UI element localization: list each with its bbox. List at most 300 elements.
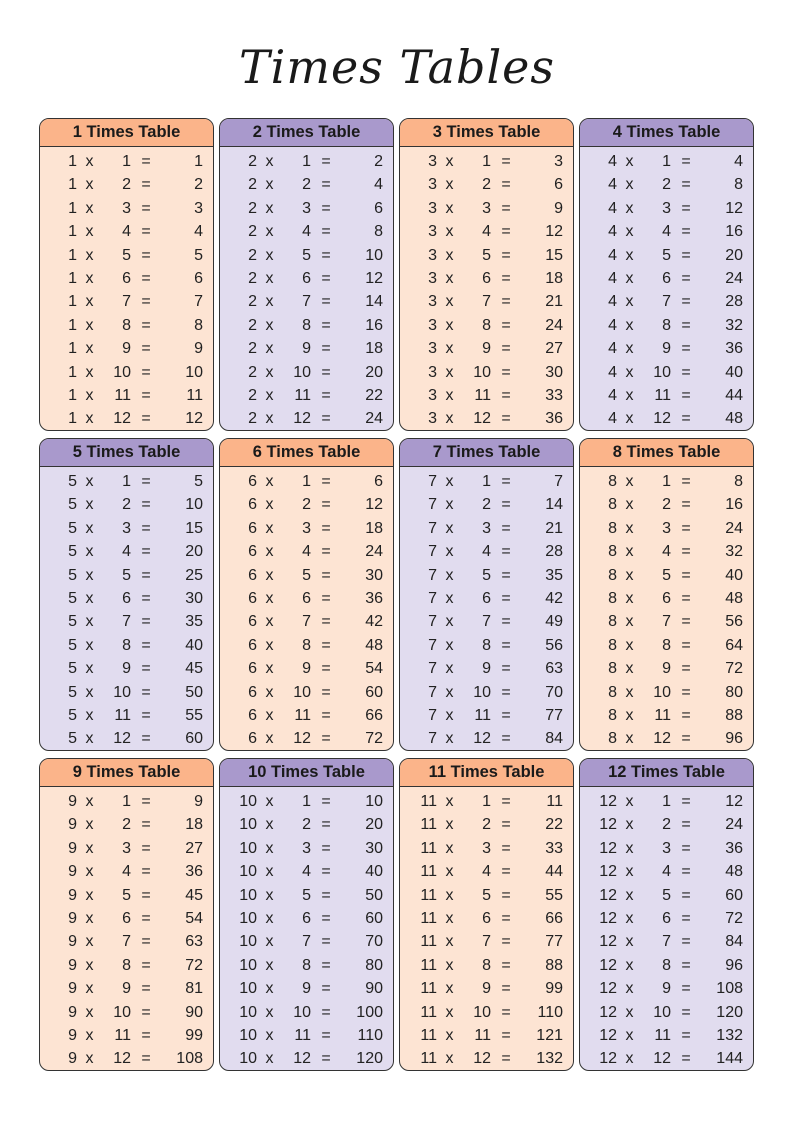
multiplicand: 6 (248, 589, 257, 607)
equals-sign: = (141, 153, 151, 170)
times-sign: x (85, 269, 94, 287)
times-sign: x (445, 660, 454, 678)
times-sign: x (445, 340, 454, 358)
equals-sign: = (681, 816, 691, 834)
multiplier: 12 (653, 730, 671, 748)
multiplier: 11 (654, 1026, 671, 1044)
times-sign: x (85, 340, 94, 358)
equals-sign: = (321, 316, 331, 334)
equation-row (580, 1024, 753, 1047)
equation-row (220, 1001, 393, 1024)
multiplicand: 5 (68, 496, 77, 514)
multiplier: 8 (122, 636, 131, 654)
product: 12 (365, 496, 383, 514)
multiplicand: 1 (68, 363, 77, 381)
equals-sign: = (501, 293, 511, 311)
multiplicand: 11 (420, 956, 437, 974)
product: 6 (554, 176, 563, 194)
times-sign: x (85, 246, 94, 264)
multiplier: 10 (113, 1003, 131, 1021)
times-table-header: 3 Times Table (400, 119, 573, 147)
times-sign: x (265, 839, 274, 857)
product: 6 (374, 199, 383, 217)
multiplier: 4 (482, 543, 491, 561)
multiplier: 7 (662, 933, 671, 951)
multiplicand: 5 (68, 589, 77, 607)
times-sign: x (85, 1026, 94, 1044)
product: 1 (194, 153, 203, 170)
multiplier: 2 (302, 816, 311, 834)
times-sign: x (625, 293, 634, 311)
product: 30 (185, 589, 203, 607)
equation-row (580, 197, 753, 220)
multiplier: 1 (662, 793, 671, 810)
times-sign: x (265, 153, 274, 170)
multiplicand: 2 (248, 386, 257, 404)
times-sign: x (625, 223, 634, 241)
multiplier: 12 (473, 410, 491, 428)
multiplicand: 11 (420, 933, 437, 951)
product: 16 (365, 316, 383, 334)
product: 6 (194, 269, 203, 287)
equals-sign: = (681, 269, 691, 287)
times-sign: x (445, 589, 454, 607)
equals-sign: = (681, 933, 691, 951)
multiplicand: 8 (608, 566, 617, 584)
times-sign: x (445, 793, 454, 810)
equals-sign: = (501, 793, 511, 810)
multiplicand: 2 (248, 246, 257, 264)
equation-row (400, 493, 573, 516)
times-sign: x (625, 933, 634, 951)
equation-row (220, 197, 393, 220)
multiplier: 9 (482, 340, 491, 358)
times-sign: x (85, 566, 94, 584)
multiplicand: 6 (248, 730, 257, 748)
equation-row (580, 884, 753, 907)
times-sign: x (265, 543, 274, 561)
multiplier: 12 (653, 410, 671, 428)
product: 63 (185, 933, 203, 951)
product: 33 (545, 386, 563, 404)
equals-sign: = (321, 956, 331, 974)
multiplicand: 2 (248, 293, 257, 311)
equation-row (580, 384, 753, 407)
multiplicand: 7 (428, 519, 437, 537)
multiplier: 10 (653, 363, 671, 381)
equation-row (220, 930, 393, 953)
equation-row (220, 540, 393, 563)
times-table-card (39, 118, 214, 431)
equals-sign: = (501, 980, 511, 998)
multiplicand: 7 (428, 730, 437, 748)
times-sign: x (85, 223, 94, 241)
multiplier: 8 (122, 316, 131, 334)
multiplicand: 9 (68, 886, 77, 904)
multiplier: 6 (302, 269, 311, 287)
multiplier: 1 (302, 153, 311, 170)
equation-row (220, 407, 393, 430)
times-table-rows (220, 787, 393, 1071)
product: 70 (365, 933, 383, 951)
equation-row (40, 681, 213, 704)
equals-sign: = (141, 1026, 151, 1044)
times-sign: x (85, 410, 94, 428)
multiplicand: 9 (68, 980, 77, 998)
times-sign: x (625, 363, 634, 381)
multiplicand: 8 (608, 706, 617, 724)
equals-sign: = (141, 660, 151, 678)
times-sign: x (625, 386, 634, 404)
equation-row (220, 290, 393, 313)
multiplicand: 12 (599, 863, 617, 881)
equals-sign: = (321, 473, 331, 490)
multiplicand: 1 (68, 410, 77, 428)
equals-sign: = (501, 199, 511, 217)
multiplier: 4 (122, 223, 131, 241)
multiplier: 12 (113, 410, 131, 428)
product: 18 (365, 519, 383, 537)
multiplier: 6 (302, 589, 311, 607)
product: 7 (554, 473, 563, 490)
product: 21 (545, 293, 563, 311)
times-sign: x (625, 909, 634, 927)
multiplicand: 11 (420, 863, 437, 881)
times-sign: x (625, 410, 634, 428)
product: 20 (725, 246, 743, 264)
equals-sign: = (141, 246, 151, 264)
equals-sign: = (141, 199, 151, 217)
equals-sign: = (501, 1003, 511, 1021)
equals-sign: = (681, 293, 691, 311)
product: 22 (365, 386, 383, 404)
equals-sign: = (141, 636, 151, 654)
multiplier: 10 (653, 683, 671, 701)
times-table-header: 6 Times Table (220, 439, 393, 467)
multiplier: 5 (662, 886, 671, 904)
equation-row (40, 977, 213, 1000)
multiplicand: 5 (68, 636, 77, 654)
equation-row (220, 954, 393, 977)
multiplier: 11 (114, 706, 131, 724)
equals-sign: = (321, 176, 331, 194)
multiplicand: 6 (248, 543, 257, 561)
multiplicand: 5 (68, 473, 77, 490)
equals-sign: = (321, 839, 331, 857)
product: 12 (365, 269, 383, 287)
multiplicand: 12 (599, 793, 617, 810)
multiplicand: 5 (68, 660, 77, 678)
equals-sign: = (321, 863, 331, 881)
product: 36 (725, 839, 743, 857)
product: 18 (185, 816, 203, 834)
product: 80 (365, 956, 383, 974)
product: 50 (185, 683, 203, 701)
times-sign: x (445, 816, 454, 834)
equation-row (400, 860, 573, 883)
multiplicand: 12 (599, 839, 617, 857)
equation-row (400, 837, 573, 860)
times-sign: x (445, 410, 454, 428)
multiplicand: 9 (68, 863, 77, 881)
times-table-rows (580, 147, 753, 431)
equals-sign: = (321, 153, 331, 170)
multiplicand: 4 (608, 340, 617, 358)
times-sign: x (265, 340, 274, 358)
equation-row (40, 587, 213, 610)
equation-row (40, 173, 213, 196)
equals-sign: = (321, 886, 331, 904)
multiplier: 3 (482, 199, 491, 217)
multiplier: 2 (482, 176, 491, 194)
multiplicand: 8 (608, 613, 617, 631)
equation-row (400, 361, 573, 384)
times-sign: x (445, 1026, 454, 1044)
times-sign: x (625, 1003, 634, 1021)
multiplier: 3 (662, 199, 671, 217)
times-sign: x (445, 886, 454, 904)
times-table-rows (40, 147, 213, 431)
equation-row (220, 361, 393, 384)
equation-row (400, 657, 573, 680)
product: 24 (545, 316, 563, 334)
times-sign: x (85, 863, 94, 881)
multiplicand: 3 (428, 316, 437, 334)
multiplier: 5 (302, 886, 311, 904)
multiplier: 7 (302, 933, 311, 951)
times-sign: x (625, 519, 634, 537)
product: 56 (545, 636, 563, 654)
times-sign: x (625, 473, 634, 490)
product: 36 (365, 589, 383, 607)
product: 25 (185, 566, 203, 584)
equals-sign: = (681, 316, 691, 334)
equals-sign: = (501, 223, 511, 241)
times-sign: x (265, 269, 274, 287)
times-sign: x (625, 543, 634, 561)
equals-sign: = (321, 1026, 331, 1044)
equation-row (400, 517, 573, 540)
multiplicand: 4 (608, 199, 617, 217)
multiplier: 7 (662, 293, 671, 311)
product: 24 (725, 519, 743, 537)
multiplicand: 11 (420, 909, 437, 927)
multiplicand: 4 (608, 410, 617, 428)
equals-sign: = (501, 909, 511, 927)
multiplier: 12 (473, 1050, 491, 1068)
times-table-header: 7 Times Table (400, 439, 573, 467)
equals-sign: = (681, 863, 691, 881)
product: 72 (365, 730, 383, 748)
equals-sign: = (501, 933, 511, 951)
equals-sign: = (501, 1026, 511, 1044)
times-sign: x (85, 683, 94, 701)
product: 15 (545, 246, 563, 264)
times-sign: x (265, 246, 274, 264)
product: 8 (734, 176, 743, 194)
equation-row (220, 704, 393, 727)
product: 16 (725, 496, 743, 514)
times-sign: x (265, 1026, 274, 1044)
equation-row (400, 244, 573, 267)
multiplier: 8 (302, 636, 311, 654)
equation-row (220, 884, 393, 907)
equals-sign: = (501, 566, 511, 584)
equals-sign: = (321, 269, 331, 287)
product: 15 (185, 519, 203, 537)
equals-sign: = (501, 176, 511, 194)
times-sign: x (625, 1026, 634, 1044)
multiplicand: 12 (599, 956, 617, 974)
multiplier: 10 (653, 1003, 671, 1021)
product: 12 (545, 223, 563, 241)
equals-sign: = (681, 613, 691, 631)
equation-row (400, 634, 573, 657)
equation-row (580, 1001, 753, 1024)
equation-row (580, 150, 753, 173)
equation-row (220, 1047, 393, 1070)
equation-row (220, 681, 393, 704)
times-table-rows (580, 787, 753, 1071)
equation-row (580, 337, 753, 360)
times-sign: x (445, 909, 454, 927)
equation-row (40, 884, 213, 907)
equals-sign: = (681, 199, 691, 217)
product: 144 (716, 1050, 743, 1068)
times-sign: x (625, 176, 634, 194)
multiplicand: 5 (68, 519, 77, 537)
equation-row (220, 657, 393, 680)
equals-sign: = (681, 1050, 691, 1068)
multiplier: 4 (662, 223, 671, 241)
equals-sign: = (141, 1050, 151, 1068)
product: 3 (554, 153, 563, 170)
equals-sign: = (681, 153, 691, 170)
equals-sign: = (501, 613, 511, 631)
times-sign: x (85, 199, 94, 217)
multiplicand: 2 (248, 340, 257, 358)
product: 4 (374, 176, 383, 194)
equals-sign: = (501, 730, 511, 748)
multiplicand: 10 (239, 1026, 257, 1044)
times-sign: x (445, 176, 454, 194)
multiplier: 9 (122, 340, 131, 358)
equals-sign: = (321, 636, 331, 654)
equals-sign: = (321, 340, 331, 358)
equals-sign: = (321, 519, 331, 537)
equation-row (580, 1047, 753, 1070)
equals-sign: = (681, 660, 691, 678)
times-sign: x (85, 543, 94, 561)
multiplicand: 8 (608, 660, 617, 678)
times-sign: x (85, 886, 94, 904)
multiplier: 12 (293, 410, 311, 428)
equals-sign: = (681, 636, 691, 654)
times-sign: x (625, 199, 634, 217)
times-sign: x (625, 956, 634, 974)
equals-sign: = (681, 793, 691, 810)
multiplier: 3 (482, 839, 491, 857)
product: 40 (725, 566, 743, 584)
multiplier: 4 (122, 863, 131, 881)
multiplicand: 1 (68, 246, 77, 264)
equation-row (220, 564, 393, 587)
equation-row (40, 907, 213, 930)
product: 54 (185, 909, 203, 927)
equation-row (220, 337, 393, 360)
equals-sign: = (321, 543, 331, 561)
times-table-header: 10 Times Table (220, 759, 393, 787)
times-sign: x (265, 386, 274, 404)
equation-row (580, 657, 753, 680)
multiplicand: 8 (608, 519, 617, 537)
multiplicand: 10 (239, 1050, 257, 1068)
equals-sign: = (321, 293, 331, 311)
multiplicand: 9 (68, 1050, 77, 1068)
product: 80 (725, 683, 743, 701)
multiplicand: 12 (599, 933, 617, 951)
equals-sign: = (501, 816, 511, 834)
product: 60 (185, 730, 203, 748)
times-sign: x (445, 863, 454, 881)
multiplicand: 8 (608, 730, 617, 748)
product: 11 (186, 386, 203, 404)
multiplicand: 3 (428, 246, 437, 264)
multiplicand: 5 (68, 543, 77, 561)
multiplier: 2 (662, 496, 671, 514)
times-sign: x (625, 730, 634, 748)
equals-sign: = (501, 1050, 511, 1068)
product: 48 (725, 589, 743, 607)
equals-sign: = (501, 519, 511, 537)
product: 30 (365, 839, 383, 857)
times-sign: x (265, 496, 274, 514)
multiplicand: 4 (608, 386, 617, 404)
multiplicand: 7 (428, 566, 437, 584)
equals-sign: = (141, 816, 151, 834)
product: 9 (554, 199, 563, 217)
multiplier: 7 (122, 933, 131, 951)
product: 99 (185, 1026, 203, 1044)
multiplicand: 8 (608, 683, 617, 701)
multiplier: 6 (482, 269, 491, 287)
equals-sign: = (321, 980, 331, 998)
multiplier: 2 (122, 176, 131, 194)
times-sign: x (265, 816, 274, 834)
equation-row (40, 540, 213, 563)
times-sign: x (445, 1050, 454, 1068)
equation-row (40, 384, 213, 407)
product: 8 (734, 473, 743, 490)
multiplier: 7 (302, 293, 311, 311)
multiplier: 5 (482, 566, 491, 584)
multiplier: 1 (302, 473, 311, 490)
times-table-header: 5 Times Table (40, 439, 213, 467)
multiplicand: 4 (608, 246, 617, 264)
product: 36 (545, 410, 563, 428)
equation-row (580, 907, 753, 930)
multiplicand: 1 (68, 340, 77, 358)
multiplier: 2 (662, 816, 671, 834)
multiplier: 4 (122, 543, 131, 561)
equation-row (220, 813, 393, 836)
multiplicand: 10 (239, 956, 257, 974)
equation-row (220, 977, 393, 1000)
product: 12 (725, 793, 743, 810)
multiplicand: 2 (248, 316, 257, 334)
multiplicand: 9 (68, 909, 77, 927)
times-sign: x (445, 316, 454, 334)
